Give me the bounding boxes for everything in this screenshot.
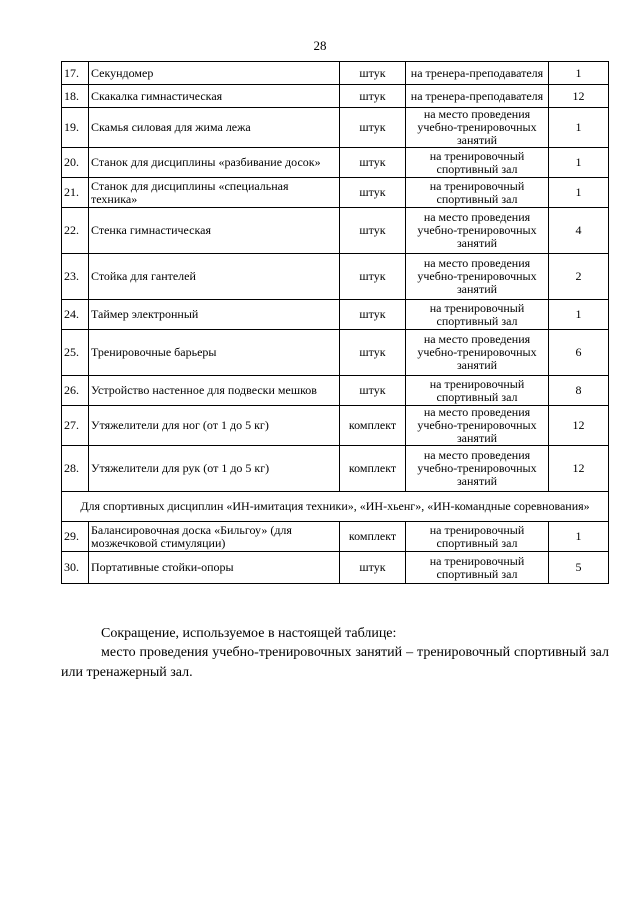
equipment-name: Тренировочные барьеры: [89, 330, 340, 376]
table-row: [62, 446, 609, 492]
quantity: 1: [549, 148, 609, 178]
table-row: [62, 178, 609, 208]
quantity: 12: [549, 85, 609, 108]
allocation-place: на тренера-преподавателя: [406, 85, 549, 108]
unit-of-measure: штук: [340, 148, 406, 178]
quantity: 12: [549, 406, 609, 446]
unit-of-measure: штук: [340, 330, 406, 376]
unit-of-measure: штук: [340, 178, 406, 208]
allocation-place: на тренировочный спортивный зал: [406, 376, 549, 406]
allocation-place: на место проведения учебно-тренировочных занятий: [406, 208, 549, 254]
unit-of-measure: комплект: [340, 446, 406, 492]
unit-of-measure: штук: [340, 254, 406, 300]
row-number: 17.: [62, 62, 89, 85]
allocation-place: на место проведения учебно-тренировочных занятий: [406, 446, 549, 492]
allocation-place: на место проведения учебно-тренировочных занятий: [406, 406, 549, 446]
equipment-name: Станок для дисциплины «специальная техника»: [89, 178, 340, 208]
quantity: 2: [549, 254, 609, 300]
quantity: 6: [549, 330, 609, 376]
row-number: 24.: [62, 300, 89, 330]
quantity: 8: [549, 376, 609, 406]
unit-of-measure: штук: [340, 552, 406, 584]
row-number: 30.: [62, 552, 89, 584]
table-row: [62, 406, 609, 446]
quantity: 4: [549, 208, 609, 254]
allocation-place: на место проведения учебно-тренировочных занятий: [406, 108, 549, 148]
allocation-place: на тренировочный спортивный зал: [406, 148, 549, 178]
table-row: [62, 148, 609, 178]
quantity: 5: [549, 552, 609, 584]
table-row: [62, 376, 609, 406]
unit-of-measure: штук: [340, 300, 406, 330]
equipment-name: Скамья силовая для жима лежа: [89, 108, 340, 148]
row-number: 27.: [62, 406, 89, 446]
row-number: 20.: [62, 148, 89, 178]
quantity: 1: [549, 522, 609, 552]
equipment-name: Балансировочная доска «Бильгоу» (для мозжечковой стимуляции): [89, 522, 340, 552]
equipment-name: Таймер электронный: [89, 300, 340, 330]
quantity: 1: [549, 62, 609, 85]
unit-of-measure: комплект: [340, 522, 406, 552]
row-number: 26.: [62, 376, 89, 406]
quantity: 1: [549, 300, 609, 330]
table-row: [62, 552, 609, 584]
abbreviation-note-title: Сокращение, используемое в настоящей таблице:: [101, 626, 397, 641]
allocation-place: на место проведения учебно-тренировочных занятий: [406, 330, 549, 376]
unit-of-measure: штук: [340, 208, 406, 254]
table-row: [62, 522, 609, 552]
row-number: 19.: [62, 108, 89, 148]
unit-of-measure: комплект: [340, 406, 406, 446]
row-number: 25.: [62, 330, 89, 376]
allocation-place: на тренера-преподавателя: [406, 62, 549, 85]
unit-of-measure: штук: [340, 376, 406, 406]
allocation-place: на тренировочный спортивный зал: [406, 178, 549, 208]
row-number: 28.: [62, 446, 89, 492]
allocation-place: на тренировочный спортивный зал: [406, 552, 549, 584]
section-row: [62, 492, 609, 522]
row-number: 22.: [62, 208, 89, 254]
equipment-table: [61, 61, 609, 584]
quantity: 12: [549, 446, 609, 492]
allocation-place: на тренировочный спортивный зал: [406, 300, 549, 330]
equipment-name: Стенка гимнастическая: [89, 208, 340, 254]
quantity: 1: [549, 178, 609, 208]
table-row: [62, 300, 609, 330]
quantity: 1: [549, 108, 609, 148]
unit-of-measure: штук: [340, 85, 406, 108]
equipment-table-body: [62, 62, 609, 584]
table-row: [62, 108, 609, 148]
row-number: 21.: [62, 178, 89, 208]
equipment-name: Утяжелители для ног (от 1 до 5 кг): [89, 406, 340, 446]
equipment-name: Скакалка гимнастическая: [89, 85, 340, 108]
table-row: [62, 330, 609, 376]
row-number: 18.: [62, 85, 89, 108]
equipment-name: Устройство настенное для подвески мешков: [89, 376, 340, 406]
table-row: [62, 85, 609, 108]
page-number: 28: [313, 38, 327, 53]
equipment-name: Станок для дисциплины «разбивание досок»: [89, 148, 340, 178]
table-row: [62, 254, 609, 300]
allocation-place: на место проведения учебно-тренировочных занятий: [406, 254, 549, 300]
table-row: [62, 62, 609, 85]
unit-of-measure: штук: [340, 62, 406, 85]
equipment-name: Утяжелители для рук (от 1 до 5 кг): [89, 446, 340, 492]
unit-of-measure: штук: [340, 108, 406, 148]
row-number: 29.: [62, 522, 89, 552]
equipment-name: Портативные стойки-опоры: [89, 552, 340, 584]
abbreviation-note-body: место проведения учебно-тренировочных занятий – тренировочный спортивный зал или тренажерный зал.: [61, 645, 609, 680]
section-heading: Для спортивных дисциплин «ИН-имитация техники», «ИН-хьенг», «ИН-командные соревнования»: [62, 492, 609, 522]
equipment-name: Стойка для гантелей: [89, 254, 340, 300]
equipment-name: Секундомер: [89, 62, 340, 85]
allocation-place: на тренировочный спортивный зал: [406, 522, 549, 552]
table-row: [62, 208, 609, 254]
row-number: 23.: [62, 254, 89, 300]
